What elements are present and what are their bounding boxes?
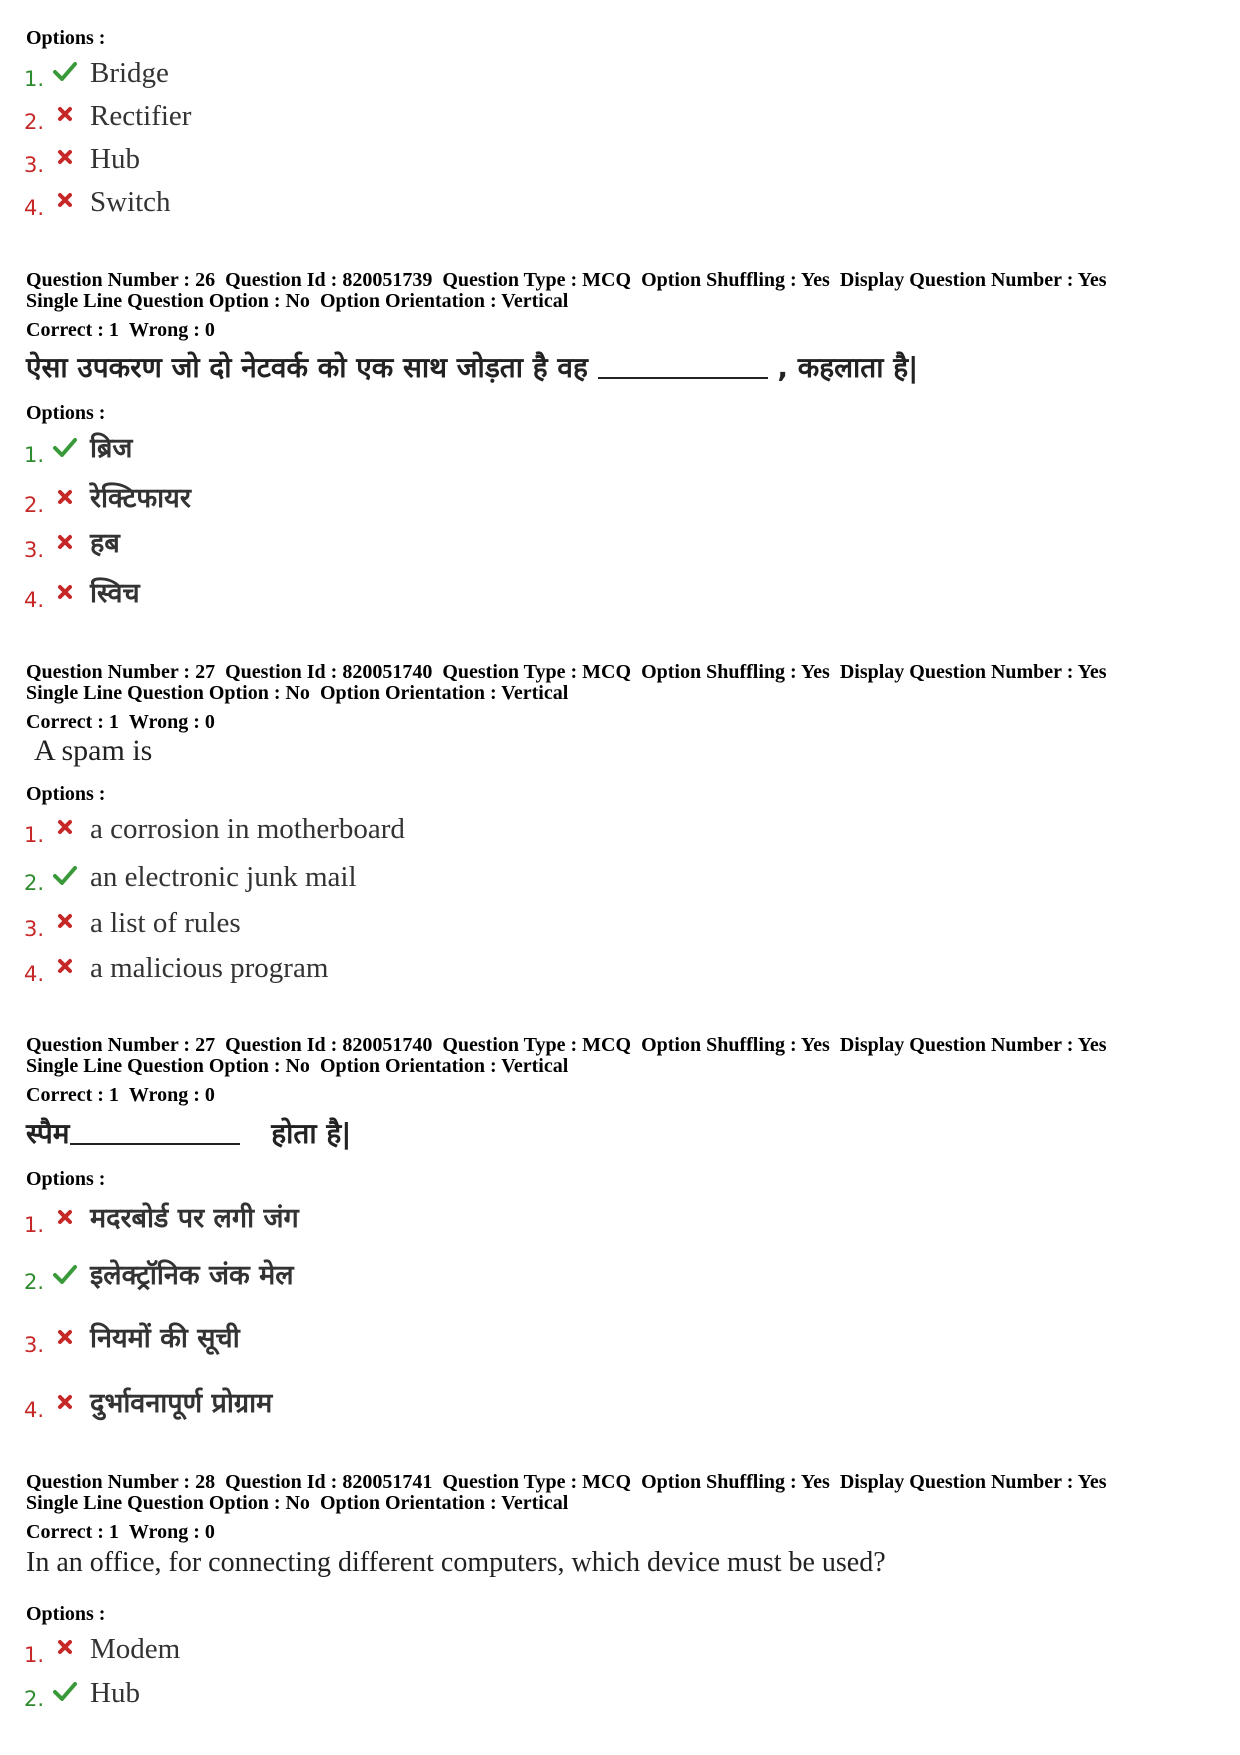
option-item [24,523,120,563]
option-text: an electronic junk mail [90,861,357,893]
option-text: Hub [90,143,140,175]
option-number: 3. [24,1333,45,1357]
option-item [24,95,191,135]
option-number: 3. [24,153,45,177]
option-number: 1. [24,1643,45,1667]
option-number: 4. [24,196,45,220]
option-number: 1. [24,1213,45,1237]
option-text: Modem [90,1633,181,1665]
check-icon [52,58,78,84]
option-item [24,856,357,896]
option-text: नियमों की सूची [90,1323,240,1354]
score-meta: Correct : 1 Wrong : 0 [26,711,215,733]
option-number: 2. [24,493,45,517]
options-label: Options : [26,27,106,49]
option-text: इलेक्ट्रॉनिक जंक मेल [90,1260,294,1291]
cross-icon [52,1204,78,1230]
option-text: स्विच [90,578,140,609]
cross-icon [52,1634,78,1660]
option-number: 2. [24,110,45,134]
option-item [24,478,191,518]
option-item [24,947,328,987]
cross-icon [52,529,78,555]
option-text: रेक्टिफायर [90,483,191,514]
option-text: a list of rules [90,907,241,939]
option-number: 2. [24,1687,45,1711]
question-text: A spam is [34,734,153,767]
option-text: ब्रिज [90,433,133,464]
option-text: a corrosion in motherboard [90,813,405,845]
option-text: हब [90,528,120,559]
option-item [24,138,140,178]
option-item [24,1318,240,1358]
option-item [24,1672,140,1712]
option-number: 2. [24,1270,45,1294]
option-item [24,808,405,848]
check-icon [52,1678,78,1704]
option-number: 4. [24,588,45,612]
options-label: Options : [26,402,106,424]
question-meta: Question Number : 27 Question Id : 820051740 Question Type : MCQ Option Shuffling : Yes Display Question Number : Yes [26,661,1107,683]
options-label: Options : [26,1603,106,1625]
cross-icon [52,484,78,510]
option-number: 4. [24,962,45,986]
option-number: 2. [24,871,45,895]
option-item [24,902,241,942]
option-text: Rectifier [90,100,192,132]
question-meta: Question Number : 28 Question Id : 820051741 Question Type : MCQ Option Shuffling : Yes Display Question Number : Yes [26,1471,1107,1493]
question-text: स्पैम होता है| [26,1117,352,1150]
cross-icon [52,101,78,127]
question-meta: Question Number : 27 Question Id : 820051740 Question Type : MCQ Option Shuffling : Yes Display Question Number : Yes [26,1034,1107,1056]
check-icon [52,1261,78,1287]
option-text: मदरबोर्ड पर लगी जंग [90,1203,299,1234]
score-meta: Correct : 1 Wrong : 0 [26,319,215,341]
question-meta: Question Number : 26 Question Id : 820051739 Question Type : MCQ Option Shuffling : Yes Display Question Number : Yes [26,269,1107,291]
option-text: Hub [90,1677,140,1709]
score-meta: Correct : 1 Wrong : 0 [26,1521,215,1543]
cross-icon [52,953,78,979]
option-text: a malicious program [90,952,329,984]
option-item [24,428,132,468]
cross-icon [52,908,78,934]
cross-icon [52,187,78,213]
question-meta: Single Line Question Option : No Option Orientation : Vertical [26,1492,569,1514]
cross-icon [52,1324,78,1350]
question-text: ऐसा उपकरण जो दो नेटवर्क को एक साथ जोड़ता है वह , कहलाता है| [26,351,919,384]
option-item [24,181,171,221]
question-meta: Single Line Question Option : No Option Orientation : Vertical [26,1055,569,1077]
option-item [24,1383,272,1423]
option-item [24,52,169,92]
cross-icon [52,579,78,605]
options-label: Options : [26,783,106,805]
option-number: 3. [24,538,45,562]
options-label: Options : [26,1168,106,1190]
option-number: 4. [24,1398,45,1422]
option-text: Switch [90,186,171,218]
check-icon [52,862,78,888]
cross-icon [52,814,78,840]
option-number: 1. [24,443,45,467]
cross-icon [52,1389,78,1415]
option-item [24,1198,299,1238]
question-meta: Single Line Question Option : No Option Orientation : Vertical [26,682,569,704]
option-item [24,1628,180,1668]
question-text: In an office, for connecting different computers, which device must be used? [26,1547,886,1578]
score-meta: Correct : 1 Wrong : 0 [26,1084,215,1106]
cross-icon [52,144,78,170]
question-meta: Single Line Question Option : No Option Orientation : Vertical [26,290,569,312]
option-text: दुर्भावनापूर्ण प्रोग्राम [90,1388,273,1419]
option-text: Bridge [90,57,169,89]
option-number: 1. [24,823,45,847]
check-icon [52,434,78,460]
option-number: 1. [24,67,45,91]
option-item [24,573,140,613]
option-number: 3. [24,917,45,941]
option-item [24,1255,294,1295]
